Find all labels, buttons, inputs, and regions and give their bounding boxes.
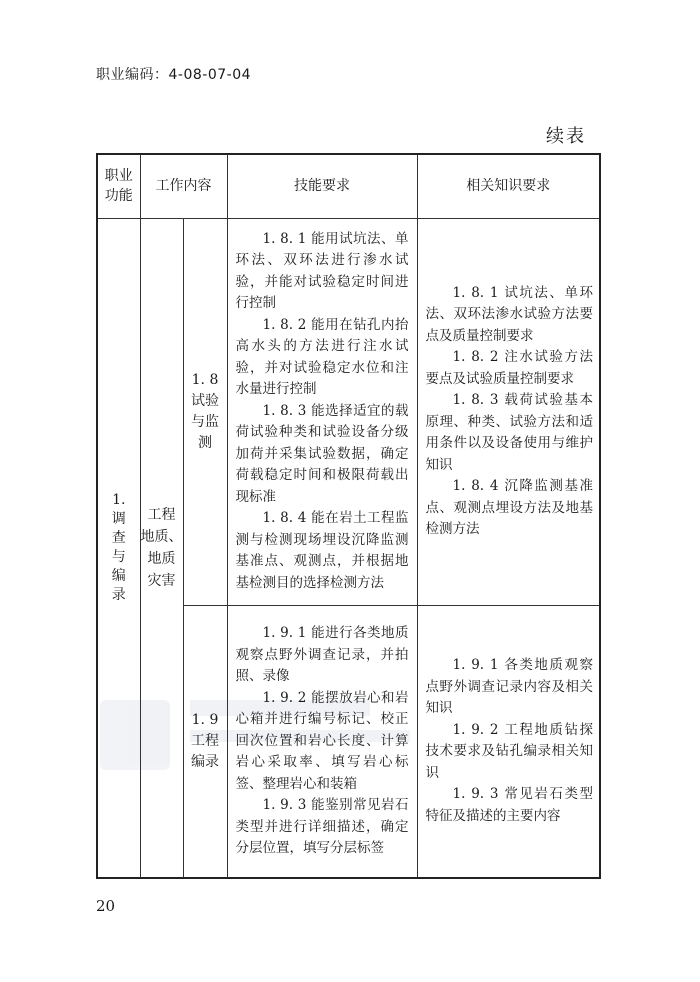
skill-item: 1. 8. 4 能在岩土工程监测与检测现场埋设沉降监测基准点、观测点，并根据地基检测目的选择检测方法 — [235, 510, 409, 591]
knowledge-item: 1. 8. 4 沉降监测基准点、观测点埋设方法及地基检测方法 — [425, 478, 593, 537]
skill-item: 1. 9. 3 能鉴别常见岩石类型并进行详细描述，确定分层位置，填写分层标签 — [235, 797, 409, 856]
header-function — [97, 154, 140, 218]
skills-cell-1-8 — [227, 218, 417, 605]
header-work-content: 工作内容 — [140, 154, 227, 218]
header-knowledge: 相关知识要求 — [417, 154, 600, 218]
knowledge-item: 1. 9. 1 各类地质观察点野外调查记录内容及相关知识 — [425, 657, 593, 717]
header-function-line1: 职业 — [104, 168, 133, 185]
knowledge-cell-1-9 — [417, 605, 600, 878]
function-label: 1. 调 查 与 编 录 — [111, 491, 126, 603]
subitem-1-9: 1. 9 工程 编录 — [183, 605, 227, 878]
knowledge-cell-1-8 — [417, 218, 600, 605]
knowledge-item: 1. 8. 3 载荷试验基本原理、种类、试验方法和适用条件以及设备使用与维护知识 — [425, 392, 593, 473]
page-number: 20 — [96, 897, 116, 915]
function-cell — [97, 218, 140, 878]
subitem-1-8: 1. 8 试验 与监 测 — [183, 218, 227, 605]
work-content-label: 工程 地质、 地质 灾害 — [140, 506, 183, 589]
occupation-code: 职业编码：4-08-07-04 — [96, 67, 252, 83]
skill-item: 1. 9. 1 能进行各类地质观察点野外调查记录，并拍照、录像 — [235, 625, 409, 684]
continued-table-label: 续表 — [546, 126, 586, 147]
knowledge-item: 1. 9. 3 常见岩石类型特征及描述的主要内容 — [425, 786, 593, 824]
skills-table — [96, 153, 601, 879]
knowledge-item: 1. 8. 2 注水试验方法要点及试验质量控制要求 — [425, 349, 593, 387]
skill-item: 1. 8. 3 能选择适宜的载荷试验种类和试验设备分级加荷并采集试验数据，确定荷载稳定时间和极限荷载出现标准 — [235, 402, 409, 505]
header-skills: 技能要求 — [227, 154, 417, 218]
skills-cell-1-9 — [227, 605, 417, 878]
header-function-line2: 功能 — [104, 188, 133, 205]
skill-item: 1. 8. 1 能用试坑法、单环法、双环法进行渗水试验，并能对试验稳定时间进行控制 — [235, 230, 409, 312]
work-content-cell — [140, 218, 183, 878]
function-label-num: 1. — [112, 491, 126, 508]
skill-item: 1. 8. 2 能用在钻孔内抬高水头的方法进行注水试验，并对试验稳定水位和注水量进行控制 — [235, 316, 409, 398]
knowledge-item: 1. 8. 1 试坑法、单环法、双环法渗水试验方法要点及质量控制要求 — [425, 284, 593, 344]
knowledge-item: 1. 9. 2 工程地质钻探技术要求及钻孔编录相关知识 — [425, 721, 593, 781]
skill-item: 1. 9. 2 能摆放岩心和岩心箱并进行编号标记、校正回次位置和岩心长度、计算岩心采取率、填写岩心标签、整理岩心和装箱 — [235, 689, 409, 792]
